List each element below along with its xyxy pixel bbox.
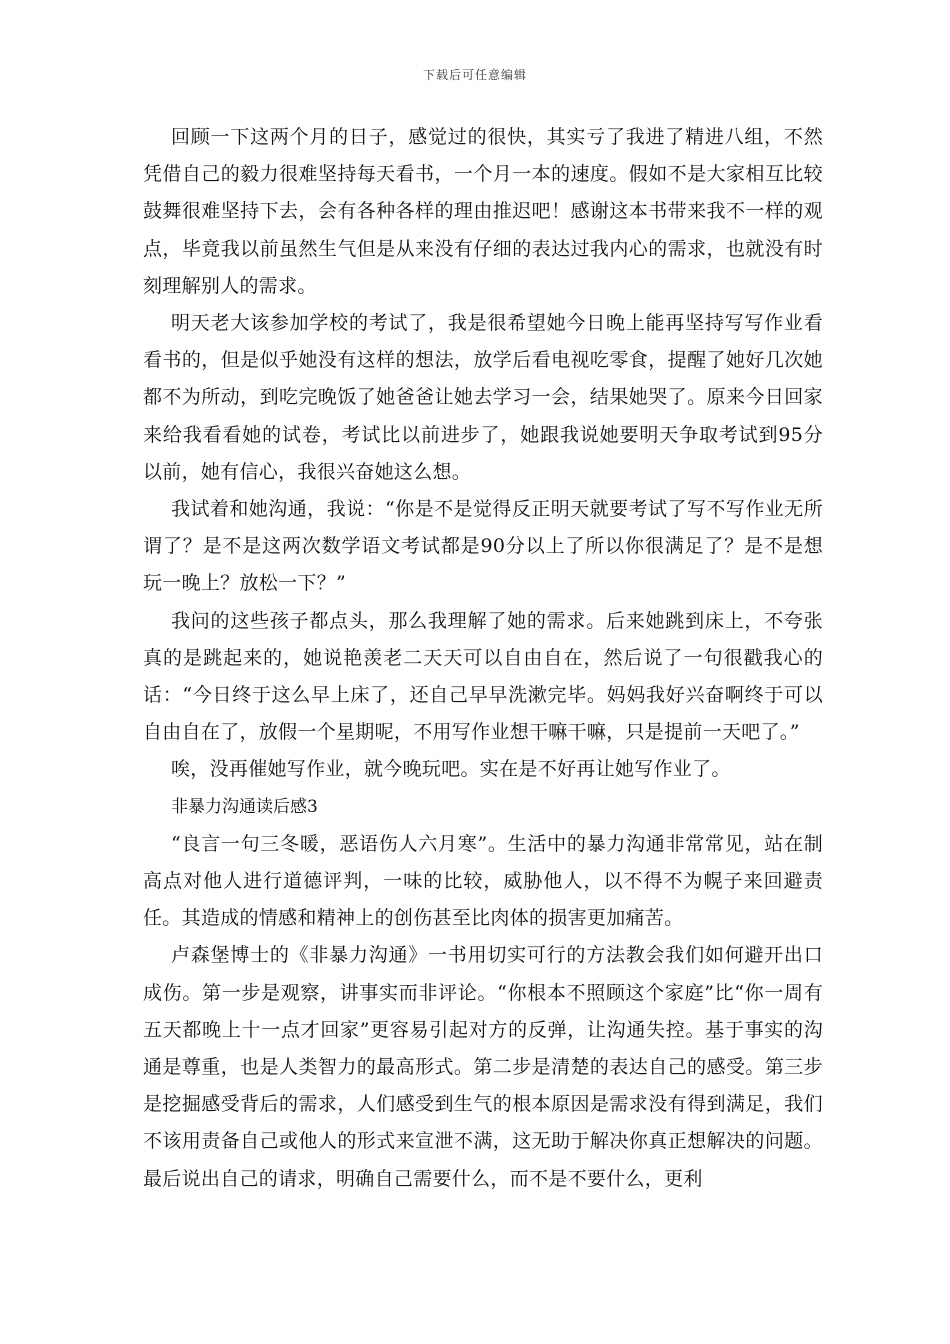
paragraph-1: 回顾一下这两个月的日子，感觉过的很快，其实亏了我进了精进八组，不然凭借自己的毅力很难坚持每天看书，一个月一本的速度。假如不是大家相互比较鼓舞很难坚持下去，会有各种各样的理由推迟吧！感谢这本书带来我不一样的观点，毕竟我以前虽然生气但是从来没有仔细的表达过我内心的需求，也就没有时刻理解别人的需求。 (143, 126, 823, 297)
section-title: 非暴力沟通读后感3 (171, 796, 318, 817)
paragraph-3: 我试着和她沟通，我说：“你是不是觉得反正明天就要考试了写不写作业无所谓了？是不是这两次数学语文考试都是90分以上了所以你很满足了？是不是想玩一晚上？放松一下？” (143, 498, 823, 595)
paragraph-4: 我问的这些孩子都点头，那么我理解了她的需求。后来她跳到床上，不夸张真的是跳起来的，她说艳羡老二天天可以自由自在，然后说了一句很戳我心的话：“今日终于这么早上床了，还自己早早洗漱完毕。妈妈我好兴奋啊终于可以自由自在了，放假一个星期呢，不用写作业想干嘛干嘛，只是提前一天吧了。” (143, 609, 823, 744)
paragraph-6: “良言一句三冬暖，恶语伤人六月寒”。生活中的暴力沟通非常常见，站在制高点对他人进行道德评判，一味的比较，威胁他人，以不得不为幌子来回避责任。其造成的情感和精神上的创伤甚至比肉体的损害更加痛苦。 (143, 832, 823, 930)
paragraph-2: 明天老大该参加学校的考试了，我是很希望她今日晚上能再坚持写写作业看看书的，但是似乎她没有这样的想法，放学后看电视吃零食，提醒了她好几次她都不为所动，到吃完晚饭了她爸爸让她去学习一会，结果她哭了。原来今日回家来给我看看她的试卷，考试比以前进步了，她跟我说她要明天争取考试到95分以前，她有信心，我很兴奋她这么想。 (143, 312, 823, 483)
paragraph-5: 唉，没再催她写作业，就今晚玩吧。实在是不好再让她写作业了。 (171, 758, 731, 781)
page-header: 下载后可任意编辑 (422, 68, 527, 82)
paragraph-7: 卢森堡博士的《非暴力沟通》一书用切实可行的方法教会我们如何避开出口成伤。第一步是观察，讲事实而非评论。“你根本不照顾这个家庭”比“你一周有五天都晚上十一点才回家”更容易引起对方的反弹，让沟通失控。基于事实的沟通是尊重，也是人类智力的最高形式。第二步是清楚的表达自己的感受。第三步是挖掘感受背后的需求，人们感受到生气的根本原因是需求没有得到满足，我们不该用责备自己或他人的形式来宣泄不满，这无助于解决你真正想解决的问题。最后说出自己的请求，明确自己需要什么，而不是不要什么，更利 (143, 944, 823, 1190)
document-body (143, 119, 823, 1198)
